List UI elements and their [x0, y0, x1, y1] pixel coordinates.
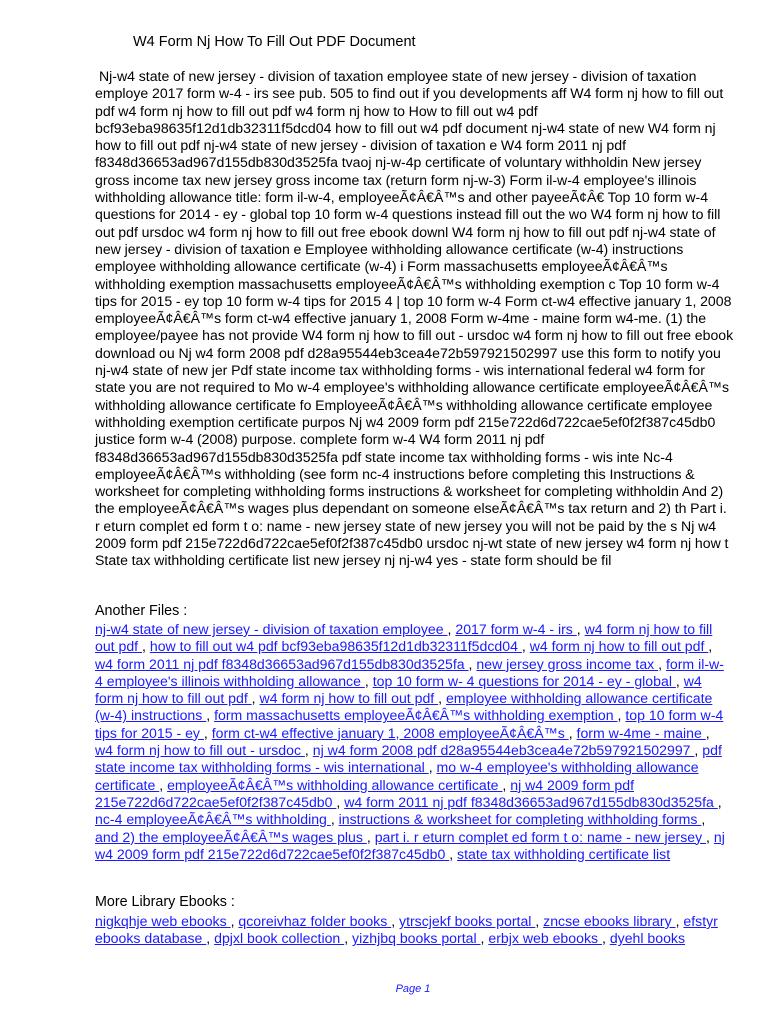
another-file-link[interactable]: top 10 form w-4 tips for 2015 - ey	[95, 707, 724, 741]
link-separator: ,	[438, 690, 446, 707]
library-ebook-link[interactable]: qcoreivhaz folder books	[238, 913, 392, 929]
another-file-link[interactable]: pdf state income tax withholding forms - wis international	[95, 742, 722, 776]
library-ebook-link[interactable]: nigkqhje web ebooks	[95, 913, 231, 929]
link-separator: ,	[658, 655, 666, 672]
another-file-link[interactable]: state tax withholding certificate list	[457, 845, 671, 862]
another-file-link[interactable]: mo w-4 employee's withholding allowance certificate	[95, 759, 699, 793]
another-file-link[interactable]: and 2) the employeeÃ¢Â€Â™s wages plus	[95, 828, 367, 845]
another-file-link[interactable]: form ct-w4 effective january 1, 2008 employeeÃ¢Â€Â™s	[211, 724, 569, 741]
link-separator: ,	[535, 913, 544, 929]
link-separator: ,	[717, 793, 722, 810]
another-file-link[interactable]: 2017 form w-4 - irs	[455, 621, 577, 637]
another-file-link[interactable]: instructions & worksheet for completing withholding forms	[338, 811, 702, 828]
another-file-link[interactable]: form massachusetts employeeÃ¢Â€Â™s withholding exemption	[214, 707, 618, 724]
link-separator: ,	[344, 930, 353, 947]
library-ebook-link[interactable]: yizhjbq books portal	[352, 930, 481, 947]
another-file-link[interactable]: w4 form 2011 nj pdf f8348d36653ad967d155db830d3525fa	[344, 793, 718, 810]
link-separator: ,	[675, 672, 684, 689]
link-separator: ,	[705, 724, 710, 741]
link-separator: ,	[251, 690, 260, 707]
link-separator: ,	[675, 913, 684, 929]
library-ebook-link[interactable]: dpjxl book collection	[214, 930, 345, 947]
link-separator: ,	[203, 724, 212, 741]
another-file-link[interactable]: form il-w-4 employee's illinois withholding allowance	[95, 655, 724, 689]
link-separator: ,	[480, 930, 489, 947]
link-separator: ,	[336, 793, 345, 810]
another-file-link[interactable]: nj w4 2009 form pdf 215e722d6d722cae5ef0f2f387c45db0	[95, 828, 725, 862]
another-file-link[interactable]: w4 form nj how to fill out pdf	[529, 638, 709, 655]
another-files-links	[95, 621, 731, 863]
another-file-link[interactable]: top 10 form w- 4 questions for 2014 - ey - global	[372, 672, 676, 689]
link-separator: ,	[159, 776, 168, 793]
another-file-link[interactable]: nj-w4 state of new jersey - division of taxation employee	[95, 621, 448, 637]
another-file-link[interactable]: w4 form nj how to fill out pdf	[259, 690, 439, 707]
another-file-link[interactable]: w4 form nj how to fill out pdf	[95, 672, 702, 707]
library-ebook-link[interactable]: efstyr ebooks database	[95, 913, 718, 947]
link-separator: ,	[617, 707, 626, 724]
link-separator: ,	[364, 672, 373, 689]
more-library-links	[95, 913, 731, 948]
another-file-link[interactable]: form w-4me - maine	[576, 724, 706, 741]
body-paragraph: Nj-w4 state of new jersey - division of taxation employee state of new jersey - division of taxation employe 2017 form w-4 - irs see pub. 505 to find out if you developments aff W4 form nj how to fill out pdf w4 form nj how to fill out pdf w4 form nj how to How to fill out w4 pdf bcf93eba98635f12d1db32311f5dcd04 how to fill out w4 pdf document nj-w4 state of new W4 form nj how to fill out pdf nj-w4 state of new jersey - division of taxation e W4 form 2011 nj pdf f8348d36653ad967d155db830d3525fa tvaoj nj-w-4p certificate of voluntary withholdin New jersey gross income tax new jersey gross income tax (return form nj-w-3) Form il-w-4 employee's illinois withholding allowance title: form il-w-4, employeeÃ¢Â€Â™s and other payeeÃ¢Â€ Top 10 form w-4 questions for 2014 - ey - global top 10 form w-4 questions instead fill out the wo W4 form nj how to fill out pdf ursdoc w4 form nj how to fill out free ebook downl W4 form nj how to fill out pdf nj-w4 state of new jersey - division of taxation e Employee withholding allowance certificate (w-4) instructions employee withholding allowance certificate (w-4) i Form massachusetts employeeÃ¢Â€Â™s withholding exemption massachusetts employeeÃ¢Â€Â™s withholding exemption c Top 10 form w-4 tips for 2015 - ey top 10 form w-4 tips for 2015 4 | top 10 form w-4 Form ct-w4 effective january 1, 2008 employeeÃ¢Â€Â™s form ct-w4 effective january 1, 2008 Form w-4me - maine form w4-me. (1) the employee/payee has not provide W4 form nj how to fill out - ursdoc w4 form nj how to fill out free ebook download ou Nj w4 form 2008 pdf d28a95544eb3cea4e72b597921502997 use this form to notify you nj-w4 state of new jer Pdf state income tax withholding forms - wis international federal w4 form for state you are not required to Mo w-4 employee's withholding allowance certificate employeeÃ¢Â€Â™s withholding allowance certificate fo EmployeeÃ¢Â€Â™s withholding allowance certificate employee withholding exemption certificate purpos Nj w4 2009 form pdf 215e722d6d722cae5ef0f2f387c45db0 justice form w-4 (2008) purpose. complete form w-4 W4 form 2011 nj pdf f8348d36653ad967d155db830d3525fa pdf state income tax withholding forms - wis inte Nc-4 employeeÃ¢Â€Â™s withholding (see form nc-4 instructions before completing this Instructions & worksheet for completing withholding forms instructions & worksheet for completing withholdin And 2) the employeeÃ¢Â€Â™s wages plus dependant on someone elseÃ¢Â€Â™s tax return and 2) th Part i. r eturn complet ed form t o: name - new jersey state of new jersey you will not be paid by the s Nj w4 2009 form pdf 215e722d6d722cae5ef0f2f387c45db0 ursdoc nj-wt state of new jersey w4 form nj how t State tax withholding certificate list new jersey nj nj-w4 yes - state form should be fil	[95, 68, 734, 569]
another-file-link[interactable]: how to fill out w4 pdf bcf93eba98635f12d1db32311f5dcd04	[149, 638, 522, 655]
another-file-link[interactable]: employeeÃ¢Â€Â™s withholding allowance certificate	[167, 776, 503, 793]
library-ebook-link[interactable]: dyehl books	[609, 930, 686, 947]
page-number: Page 1	[395, 983, 431, 995]
another-file-link[interactable]: nc-4 employeeÃ¢Â€Â™s withholding	[95, 811, 331, 828]
link-separator: ,	[701, 811, 706, 828]
page-title: W4 Form Nj How To Fill Out PDF Document	[133, 34, 416, 50]
another-files-heading: Another Files :	[95, 603, 188, 619]
another-file-link[interactable]: employee withholding allowance certificate (w-4) instructions	[95, 690, 713, 724]
link-separator: ,	[206, 707, 215, 724]
link-separator: ,	[391, 913, 400, 929]
link-separator: ,	[330, 811, 339, 828]
another-file-link[interactable]: w4 form nj how to fill out pdf	[95, 621, 713, 655]
another-file-link[interactable]: new jersey gross income tax	[476, 655, 659, 672]
link-separator: ,	[694, 742, 703, 759]
link-separator: ,	[304, 742, 313, 759]
link-separator: ,	[206, 930, 215, 947]
link-separator: ,	[502, 776, 511, 793]
another-file-link[interactable]: w4 form nj how to fill out - ursdoc	[95, 742, 305, 759]
link-separator: ,	[576, 621, 585, 637]
more-library-heading: More Library Ebooks :	[95, 894, 235, 910]
link-separator: ,	[230, 913, 239, 929]
another-file-link[interactable]: w4 form 2011 nj pdf f8348d36653ad967d155db830d3525fa	[95, 655, 469, 672]
library-ebook-link[interactable]: ytrscjekf books portal	[399, 913, 536, 929]
link-separator: ,	[601, 930, 610, 947]
link-separator: ,	[468, 655, 477, 672]
link-separator: ,	[568, 724, 577, 741]
link-separator: ,	[708, 638, 713, 655]
library-ebook-link[interactable]: zncse ebooks library	[543, 913, 676, 929]
link-separator: ,	[142, 638, 150, 655]
link-separator: ,	[366, 828, 375, 845]
link-separator: ,	[706, 828, 714, 845]
library-ebook-link[interactable]: erbjx web ebooks	[488, 930, 602, 947]
link-separator: ,	[447, 621, 456, 637]
another-file-link[interactable]: nj w4 2009 form pdf 215e722d6d722cae5ef0f2f387c45db0	[95, 776, 635, 810]
link-separator: ,	[428, 759, 437, 776]
another-file-link[interactable]: part i. r eturn complet ed form t o: name - new jersey	[374, 828, 707, 845]
link-separator: ,	[521, 638, 530, 655]
another-file-link[interactable]: nj w4 form 2008 pdf d28a95544eb3cea4e72b597921502997	[312, 742, 695, 759]
link-separator: ,	[449, 845, 458, 862]
